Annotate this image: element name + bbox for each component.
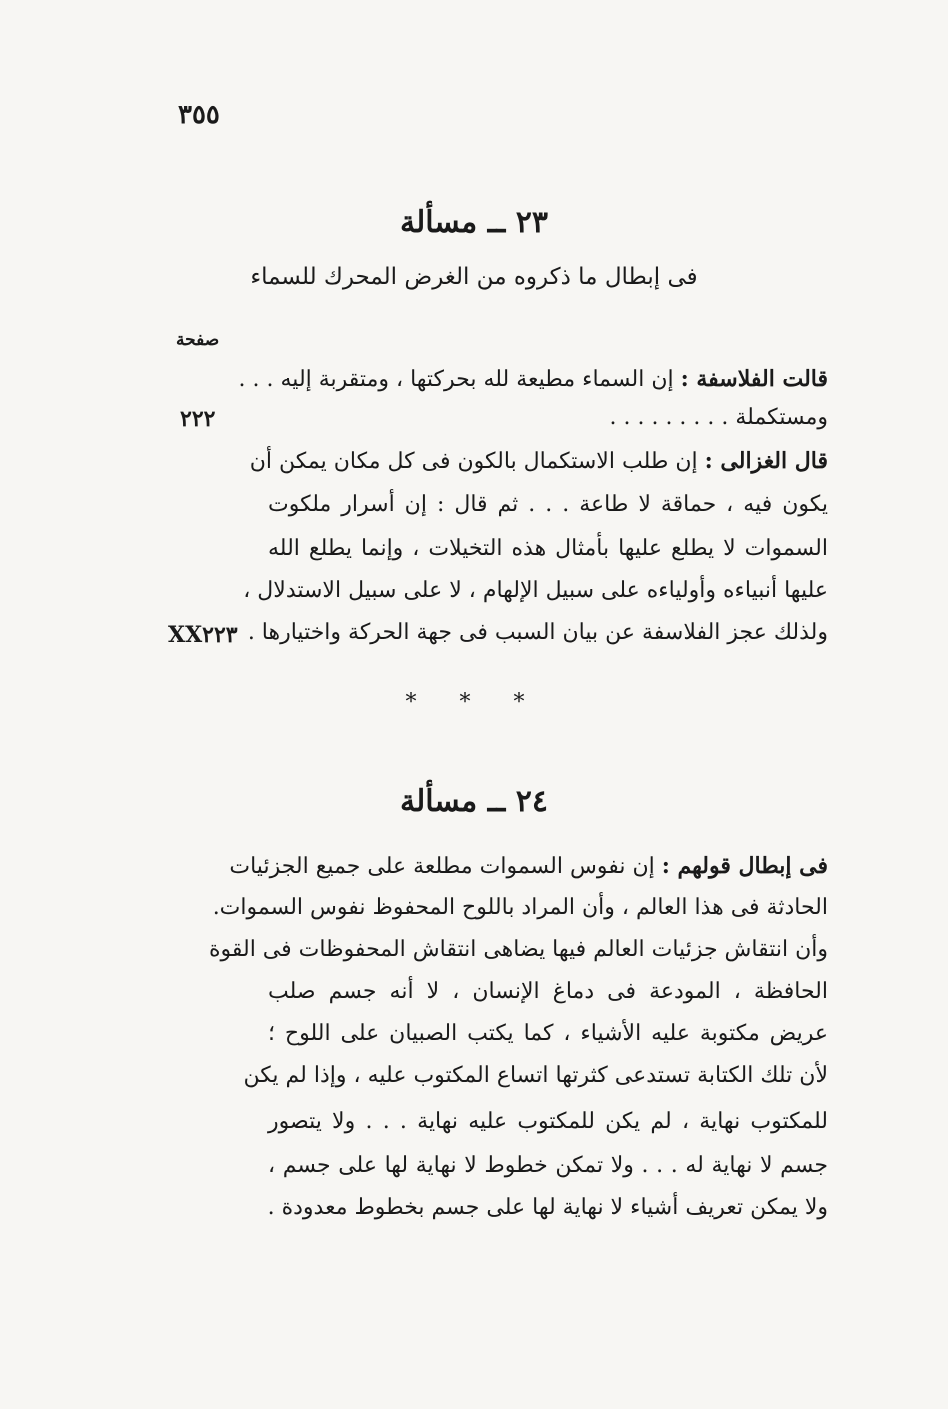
line-text: إن نفوس السموات مطلعة على جميع الجزئيات bbox=[229, 854, 662, 879]
line-text: الحادثة فى هذا العالم ، وأن المراد باللوح المحفوظ نفوس السموات. bbox=[212, 895, 828, 920]
line-text: عريض مكتوبة عليه الأشياء ، كما يكتب الصبيان على اللوح ؛ bbox=[268, 1021, 828, 1046]
line-text: يكون فيه ، حماقة لا طاعة . . . ثم قال : إن أسرار ملكوت bbox=[268, 492, 828, 517]
line-text: ولا يمكن تعريف أشياء لا نهاية لها على جسم بخطوط معدودة . bbox=[267, 1195, 828, 1220]
topic-label: فى إبطال قولهم : bbox=[661, 853, 828, 879]
section-23-line bbox=[290, 406, 828, 429]
section-23-line bbox=[243, 578, 828, 603]
line-text: ولذلك عجز الفلاسفة عن بيان السبب فى جهة الحركة واختيارها . bbox=[247, 620, 828, 645]
section-23-line bbox=[247, 620, 828, 645]
section-24-line bbox=[268, 981, 828, 1003]
line-text: عليها أنبياءه وأولياءه على سبيل الإلهام ، لا على سبيل الاستدلال ، bbox=[243, 578, 828, 603]
section-24-line bbox=[268, 1197, 828, 1219]
section-24-line bbox=[229, 853, 828, 879]
line-text: الحافظة ، المودعة فى دماغ الإنسان ، لا أنه جسم صلب bbox=[268, 979, 828, 1004]
line-text: إن طلب الاستكمال بالكون فى كل مكان يمكن أن bbox=[249, 449, 705, 474]
section-24-line bbox=[243, 1063, 828, 1088]
section-24-line bbox=[212, 895, 828, 920]
section-divider-ornament: * * * bbox=[405, 690, 543, 715]
line-text: لأن تلك الكتابة تستدعى كثرتها اتساع المكتوب عليه ، وإذا لم يكن bbox=[243, 1063, 828, 1088]
line-text: إن السماء مطيعة لله بحركتها ، ومتقربة إليه . . . bbox=[238, 367, 681, 392]
page-column-label: صفحة bbox=[176, 330, 220, 350]
page-reference: ٢٢٢ bbox=[180, 406, 216, 432]
line-text: السموات لا يطلع عليها بأمثال هذه التخيلات ، وإنما يطلع الله bbox=[268, 536, 828, 561]
section-24-line bbox=[208, 937, 828, 962]
speaker-label: قالت الفلاسفة : bbox=[680, 366, 828, 392]
line-text: جسم لا نهاية له . . . ولا تمكن خطوط لا نهاية لها على جسم ، bbox=[268, 1153, 828, 1178]
section-24-line bbox=[268, 1155, 828, 1177]
section-23-title: ٢٣ ــ مسألة bbox=[400, 205, 548, 240]
speaker-label: قال الغزالى : bbox=[704, 448, 828, 474]
section-23-subtitle: فى إبطال ما ذكروه من الغرض المحرك للسماء bbox=[250, 264, 698, 290]
section-23-line bbox=[268, 538, 828, 560]
page-reference: XX٢٢٣ bbox=[168, 622, 238, 648]
line-text: للمكتوب نهاية ، لم يكن للمكتوب عليه نهاية . . . ولا يتصور bbox=[268, 1109, 828, 1134]
page-number: ٣٥٥ bbox=[178, 100, 220, 130]
section-24-line bbox=[268, 1111, 828, 1133]
line-text: وأن انتقاش جزئيات العالم فيها يضاهى انتقاش المحفوظات فى القوة bbox=[208, 937, 828, 962]
section-23-line bbox=[249, 448, 828, 474]
section-23-line bbox=[238, 366, 828, 392]
line-text: ومستكملة . . . . . . . . . bbox=[609, 405, 828, 430]
section-24-title: ٢٤ ــ مسألة bbox=[400, 784, 548, 819]
section-24-line bbox=[268, 1023, 828, 1045]
section-23-line bbox=[268, 494, 828, 516]
